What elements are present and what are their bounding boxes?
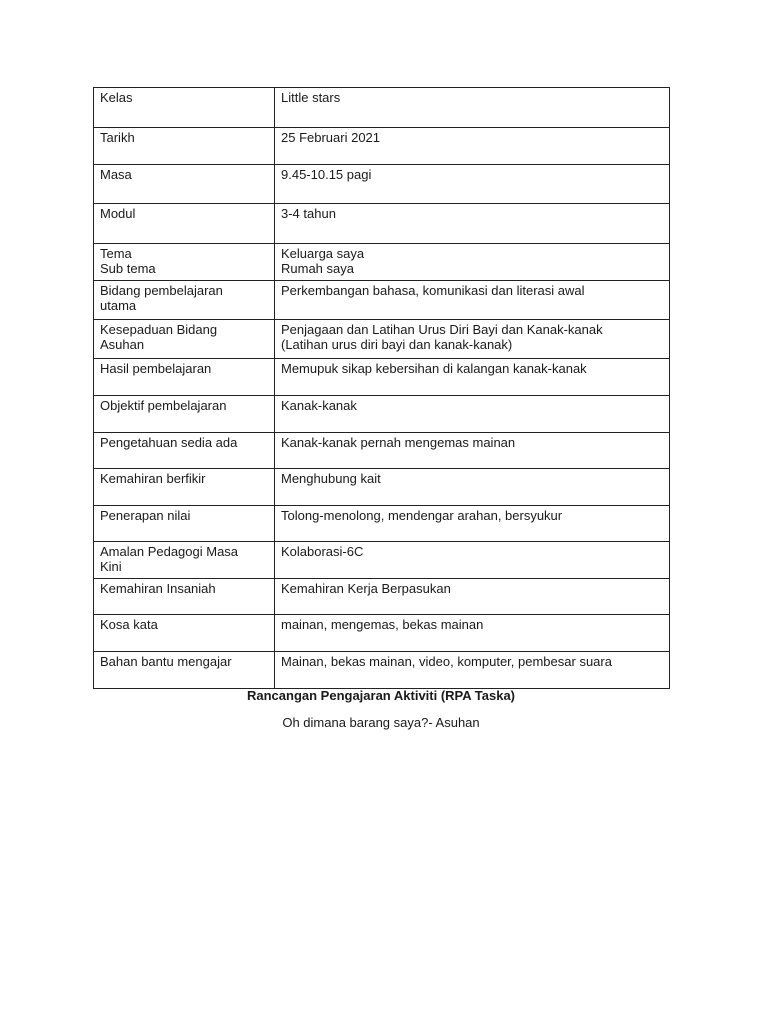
row-value: 25 Februari 2021 (275, 128, 670, 165)
table-row (94, 469, 670, 506)
table-row (94, 320, 670, 359)
table-row (94, 359, 670, 396)
row-label: Masa (94, 165, 275, 204)
row-label: Bahan bantu mengajar (94, 652, 275, 689)
row-value: Kemahiran Kerja Berpasukan (275, 579, 670, 615)
row-value: Mainan, bekas mainan, video, komputer, pembesar suara (275, 652, 670, 689)
table-row (94, 396, 670, 433)
row-label: Penerapan nilai (94, 506, 275, 542)
row-label: Kemahiran berfikir (94, 469, 275, 506)
row-value: Kanak-kanak pernah mengemas mainan (275, 433, 670, 469)
table-row (94, 244, 670, 281)
document-subtitle: Oh dimana barang saya?- Asuhan (282, 715, 480, 730)
table-row (94, 204, 670, 244)
row-value: Menghubung kait (275, 469, 670, 506)
row-label: Kemahiran Insaniah (94, 579, 275, 615)
table-row (94, 615, 670, 652)
row-label: Modul (94, 204, 275, 244)
row-value: Kanak-kanak (275, 396, 670, 433)
document-title: Rancangan Pengajaran Aktiviti (RPA Taska) (246, 688, 516, 703)
row-value: Keluarga saya Rumah saya (275, 244, 670, 281)
row-value: mainan, mengemas, bekas mainan (275, 615, 670, 652)
table-row (94, 579, 670, 615)
table-row (94, 542, 670, 579)
row-value: 3-4 tahun (275, 204, 670, 244)
table-row (94, 128, 670, 165)
row-label: Kesepaduan Bidang Asuhan (94, 320, 275, 359)
table-row (94, 281, 670, 320)
row-value: 9.45-10.15 pagi (275, 165, 670, 204)
row-value: Penjagaan dan Latihan Urus Diri Bayi dan Kanak-kanak (Latihan urus diri bayi dan kanak-kanak) (275, 320, 670, 359)
table-row (94, 88, 670, 128)
row-value: Memupuk sikap kebersihan di kalangan kanak-kanak (275, 359, 670, 396)
lesson-plan-table (93, 87, 670, 689)
row-label: Hasil pembelajaran (94, 359, 275, 396)
row-label: Pengetahuan sedia ada (94, 433, 275, 469)
row-label: Objektif pembelajaran (94, 396, 275, 433)
row-value: Tolong-menolong, mendengar arahan, bersyukur (275, 506, 670, 542)
row-value: Kolaborasi-6C (275, 542, 670, 579)
row-label: Bidang pembelajaran utama (94, 281, 275, 320)
row-label: Amalan Pedagogi Masa Kini (94, 542, 275, 579)
row-label: Tema Sub tema (94, 244, 275, 281)
row-label: Kelas (94, 88, 275, 128)
row-label: Tarikh (94, 128, 275, 165)
row-label: Kosa kata (94, 615, 275, 652)
row-value: Little stars (275, 88, 670, 128)
row-value: Perkembangan bahasa, komunikasi dan literasi awal (275, 281, 670, 320)
table-row (94, 506, 670, 542)
table-row (94, 165, 670, 204)
table-row (94, 652, 670, 689)
table-row (94, 433, 670, 469)
